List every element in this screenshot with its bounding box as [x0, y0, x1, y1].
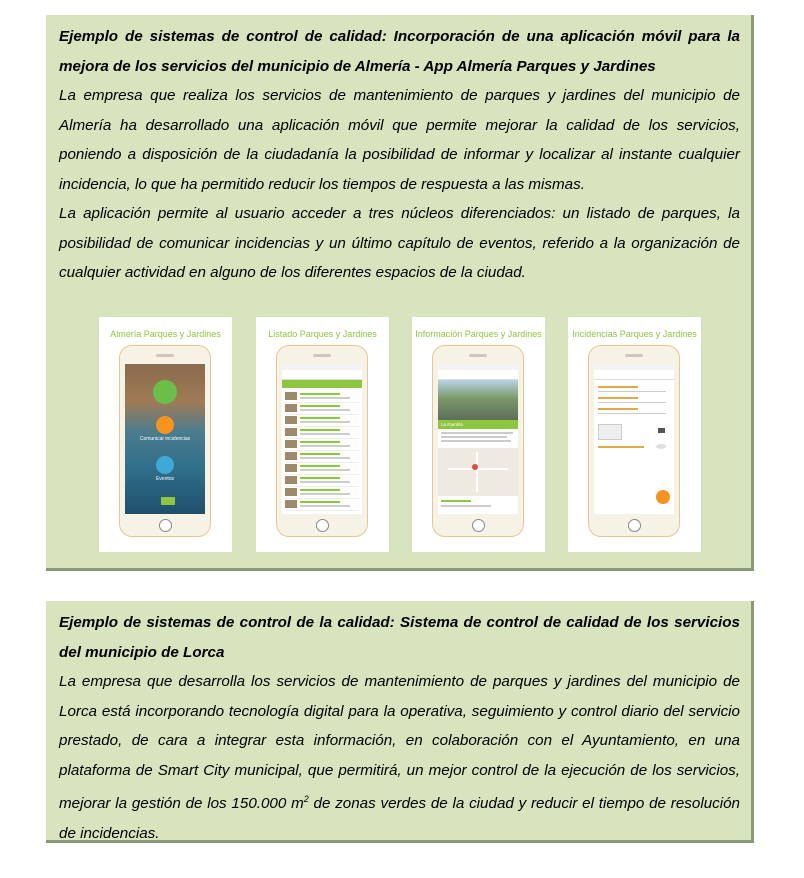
alert-icon: [156, 416, 174, 434]
phone-frame: [432, 345, 524, 537]
example-box-almeria: [46, 15, 754, 571]
home-button-icon: [628, 519, 641, 532]
phone-screen: [282, 364, 362, 514]
app-screen-home: [99, 317, 232, 552]
example-paragraph: [59, 667, 740, 848]
app-screenshots: [99, 317, 703, 553]
send-icon: [656, 490, 670, 504]
screen-label: Eventos: [155, 476, 175, 482]
superscript: 2: [303, 794, 309, 804]
map-pin-icon: [472, 464, 478, 470]
phone-screen: [125, 364, 205, 514]
screen-caption: Información Parques y Jardines: [415, 329, 542, 339]
paragraph-text: de zonas verdes de la ciudad y reducir el tiempo de resolución de incidencias.: [59, 795, 740, 842]
example-box-lorca: [46, 601, 754, 843]
tree-icon: [153, 380, 177, 404]
screen-caption: Almería Parques y Jardines: [110, 329, 221, 339]
screen-caption: Incidencias Parques y Jardines: [572, 329, 697, 339]
paragraph-text: La empresa que desarrolla los servicios de mantenimiento de parques y jardines del municipio de Lorca está incorporando tecnología digital para la operativa, seguimiento y control diario del servicio prestado, de cara a integrar esta información, en colaboración con el Ayuntamiento, en una plataforma de Smart City municipal, que permitirá, un mejor control de la ejecución de los servicios, mejorar la gestión de los 150.000 m: [59, 673, 740, 813]
example-paragraph: La aplicación permite al usuario acceder a tres núcleos diferenciados: un listado de parques, la posibilidad de comunicar incidencias y un último capítulo de eventos, referido a la organización de cualquier actividad en alguno de los diferentes espacios de la ciudad.: [59, 205, 740, 281]
example-title: Ejemplo de sistemas de control de calidad: Incorporación de una aplicación móvil para la mejora de los servicios del municipio de Almería - App Almería Parques y Jardines: [59, 28, 740, 75]
home-button-icon: [472, 519, 485, 532]
app-screen-list: [256, 317, 389, 552]
screen-label: La Rambla: [438, 420, 518, 429]
home-button-icon: [159, 519, 172, 532]
screen-label: Comunicar incidencias: [139, 436, 191, 442]
phone-frame: [119, 345, 211, 537]
calendar-icon: [156, 456, 174, 474]
phone-frame: [588, 345, 680, 537]
toggle-icon: [656, 444, 666, 449]
screen-caption: Listado Parques y Jardines: [268, 329, 377, 339]
example-paragraph: La empresa que realiza los servicios de mantenimiento de parques y jardines del municipio de Almería ha desarrollado una aplicación móvil que permite mejorar la calidad de los servicios, poniendo a disposición de la ciudadanía la posibilidad de informar y localizar al instante cualquier incidencia, lo que ha permitido reducir los tiempos de respuesta a las mismas.: [59, 87, 740, 193]
photo-placeholder: [598, 424, 622, 440]
phone-frame: [276, 345, 368, 537]
map: [438, 448, 518, 496]
example-title: Ejemplo de sistemas de control de la calidad: Sistema de control de calidad de los servicios del municipio de Lorca: [59, 614, 740, 661]
phone-screen: [438, 364, 518, 514]
park-photo: [438, 380, 518, 420]
phone-screen: [594, 364, 674, 514]
camera-icon: [658, 428, 665, 433]
home-button-icon: [316, 519, 329, 532]
app-screen-incidents: [568, 317, 701, 552]
app-screen-info: [412, 317, 545, 552]
logo-icon: [161, 497, 175, 505]
